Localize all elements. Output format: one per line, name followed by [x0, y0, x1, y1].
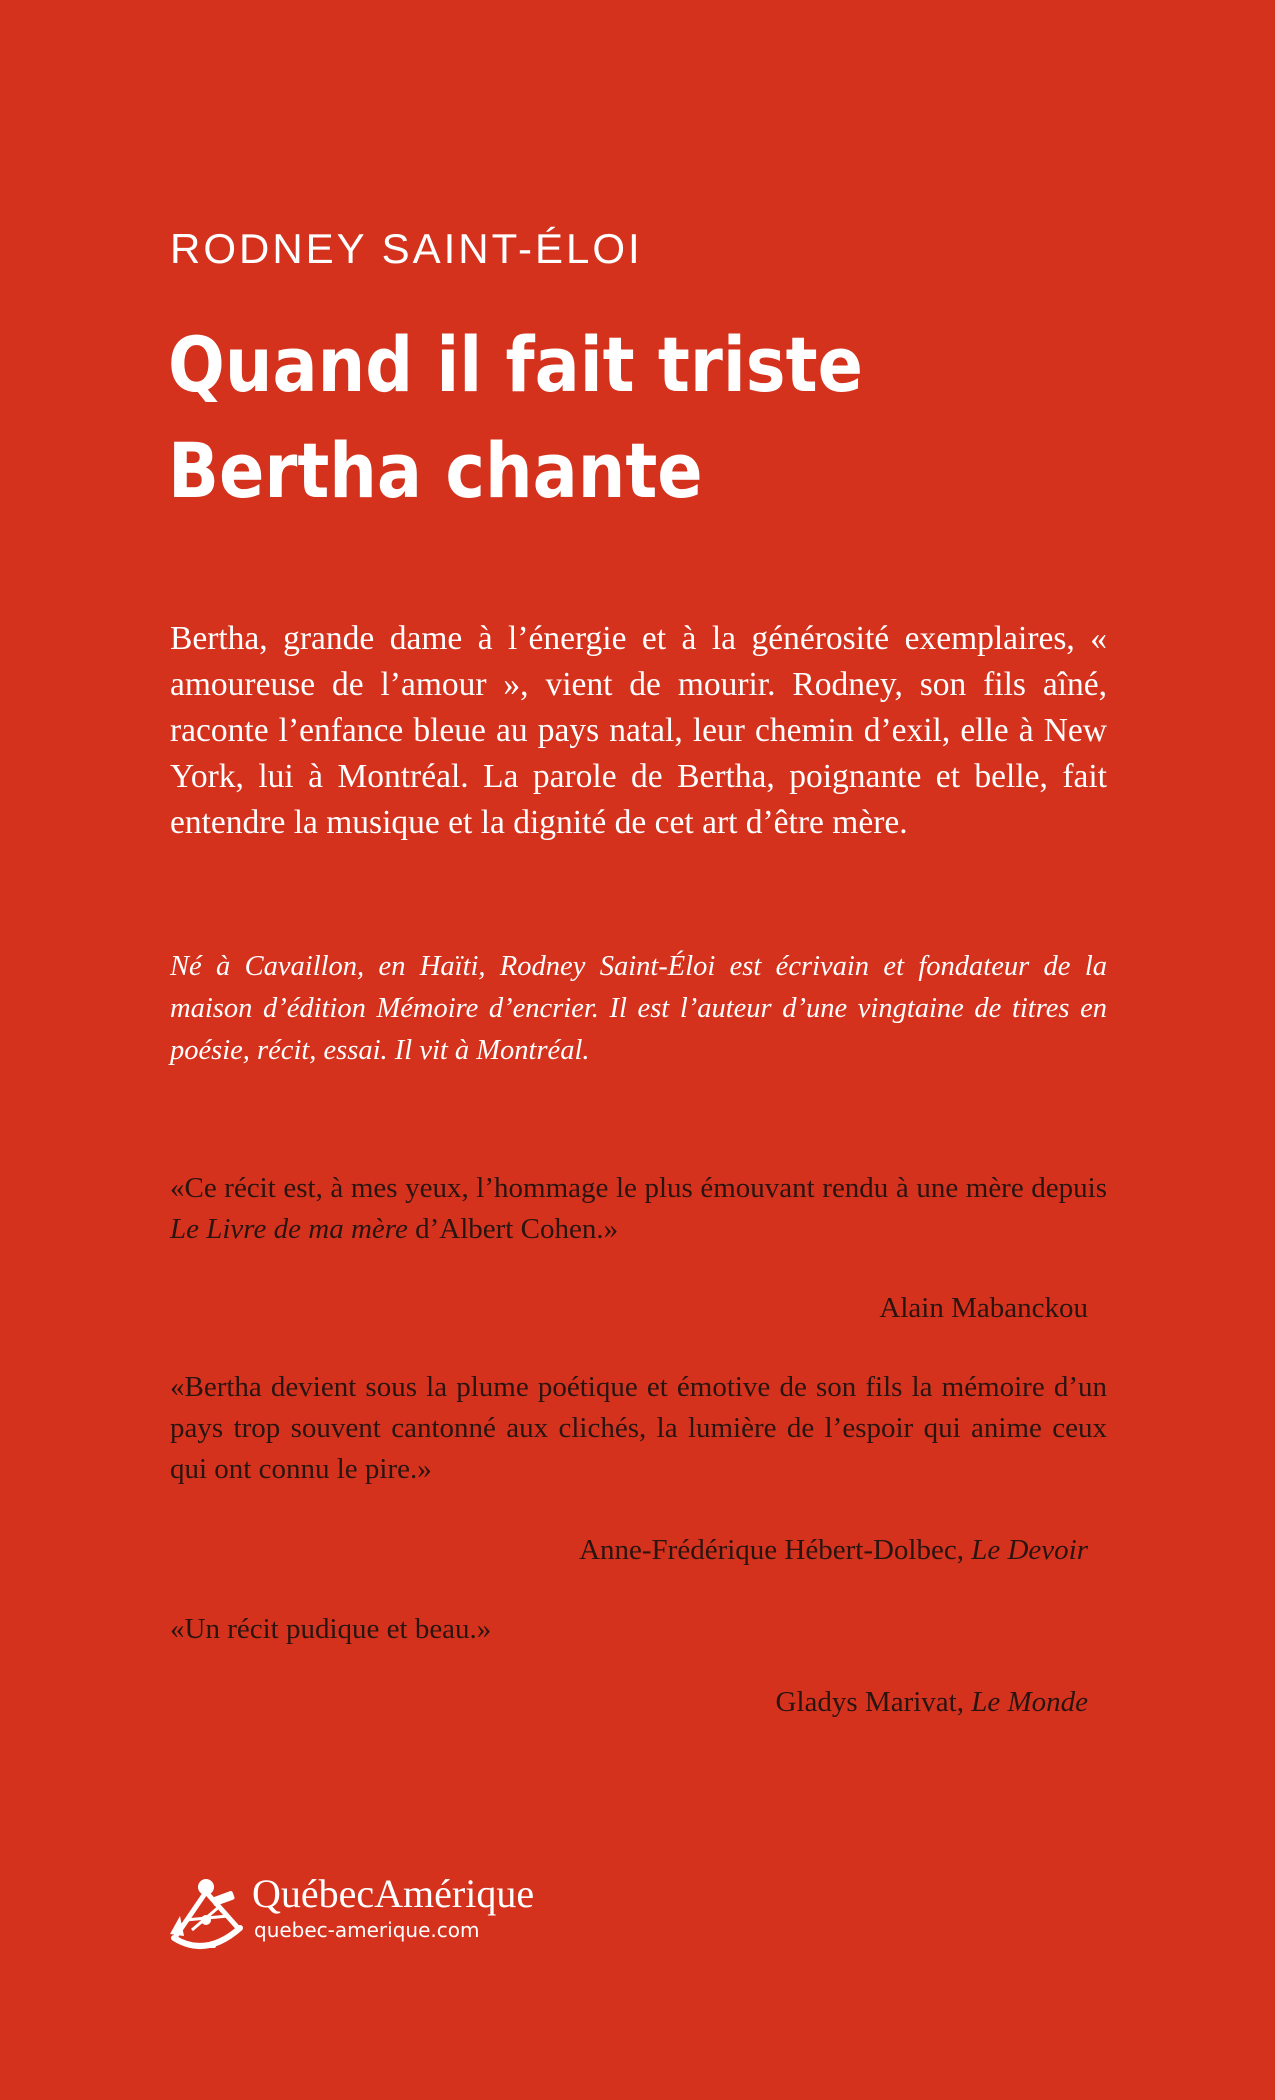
- review-quote-2: «Bertha devient sous la plume poétique et émotive de son fils la mémoire d’un pays trop souvent cantonné aux clichés, la lumière de l’espoir qui anime ceux qui ont connu le pire.»: [170, 1371, 1107, 1485]
- book-title-line-1: Quand il fait triste: [168, 320, 863, 409]
- review-quote-1-text-end: d’Albert Cohen.»: [407, 1213, 619, 1245]
- review-attribution-2: [579, 1530, 1088, 1571]
- review-author-2: Anne-Frédérique Hébert-Dolbec,: [579, 1534, 972, 1566]
- book-blurb: Bertha, grande dame à l’énergie et à la générosité exemplaires, « amoureuse de l’amour », vient de mourir. Rodney, son fils aîné, raconte l’enfance bleue au pays natal, leur chemin d’exil, elle à New York, lui à Montréal. La parole de Bertha, poignante et belle, fait entendre la musique et la dignité de cet art d’être mère.: [170, 620, 1107, 841]
- review-quote-1: [170, 1168, 1107, 1250]
- publisher-name: QuébecAmérique: [252, 1871, 535, 1916]
- review-quote-3: «Un récit pudique et beau.»: [170, 1613, 492, 1645]
- review-quote-1-text: «Ce récit est, à mes yeux, l’hommage le plus émouvant rendu à une mère depuis: [170, 1172, 1107, 1204]
- publisher-logo: [168, 1871, 548, 1954]
- sextant-icon: [168, 1876, 250, 1952]
- book-title-line-2: Bertha chante: [168, 426, 703, 515]
- author-bio: Né à Cavaillon, en Haïti, Rodney Saint-Éloi est écrivain et fondateur de la maison d’édition Mémoire d’encrier. Il est l’auteur d’une vingtaine de titres en poésie, récit, essai. Il vit à Montréal.: [170, 951, 1107, 1066]
- review-author-3: Gladys Marivat,: [775, 1686, 972, 1718]
- book-title: [168, 312, 863, 524]
- review-quote-1-book-title: Le Livre de ma mère: [170, 1213, 408, 1245]
- review-source-2: Le Devoir: [971, 1534, 1088, 1566]
- review-attribution-3: [776, 1682, 1089, 1723]
- publisher-url: quebec-amerique.com: [254, 1918, 480, 1942]
- review-source-3: Le Monde: [971, 1686, 1088, 1718]
- review-author-1: Alain Mabanckou: [879, 1292, 1088, 1324]
- author-name: RODNEY SAINT-ÉLOI: [170, 225, 643, 272]
- review-attribution-1: [879, 1288, 1088, 1329]
